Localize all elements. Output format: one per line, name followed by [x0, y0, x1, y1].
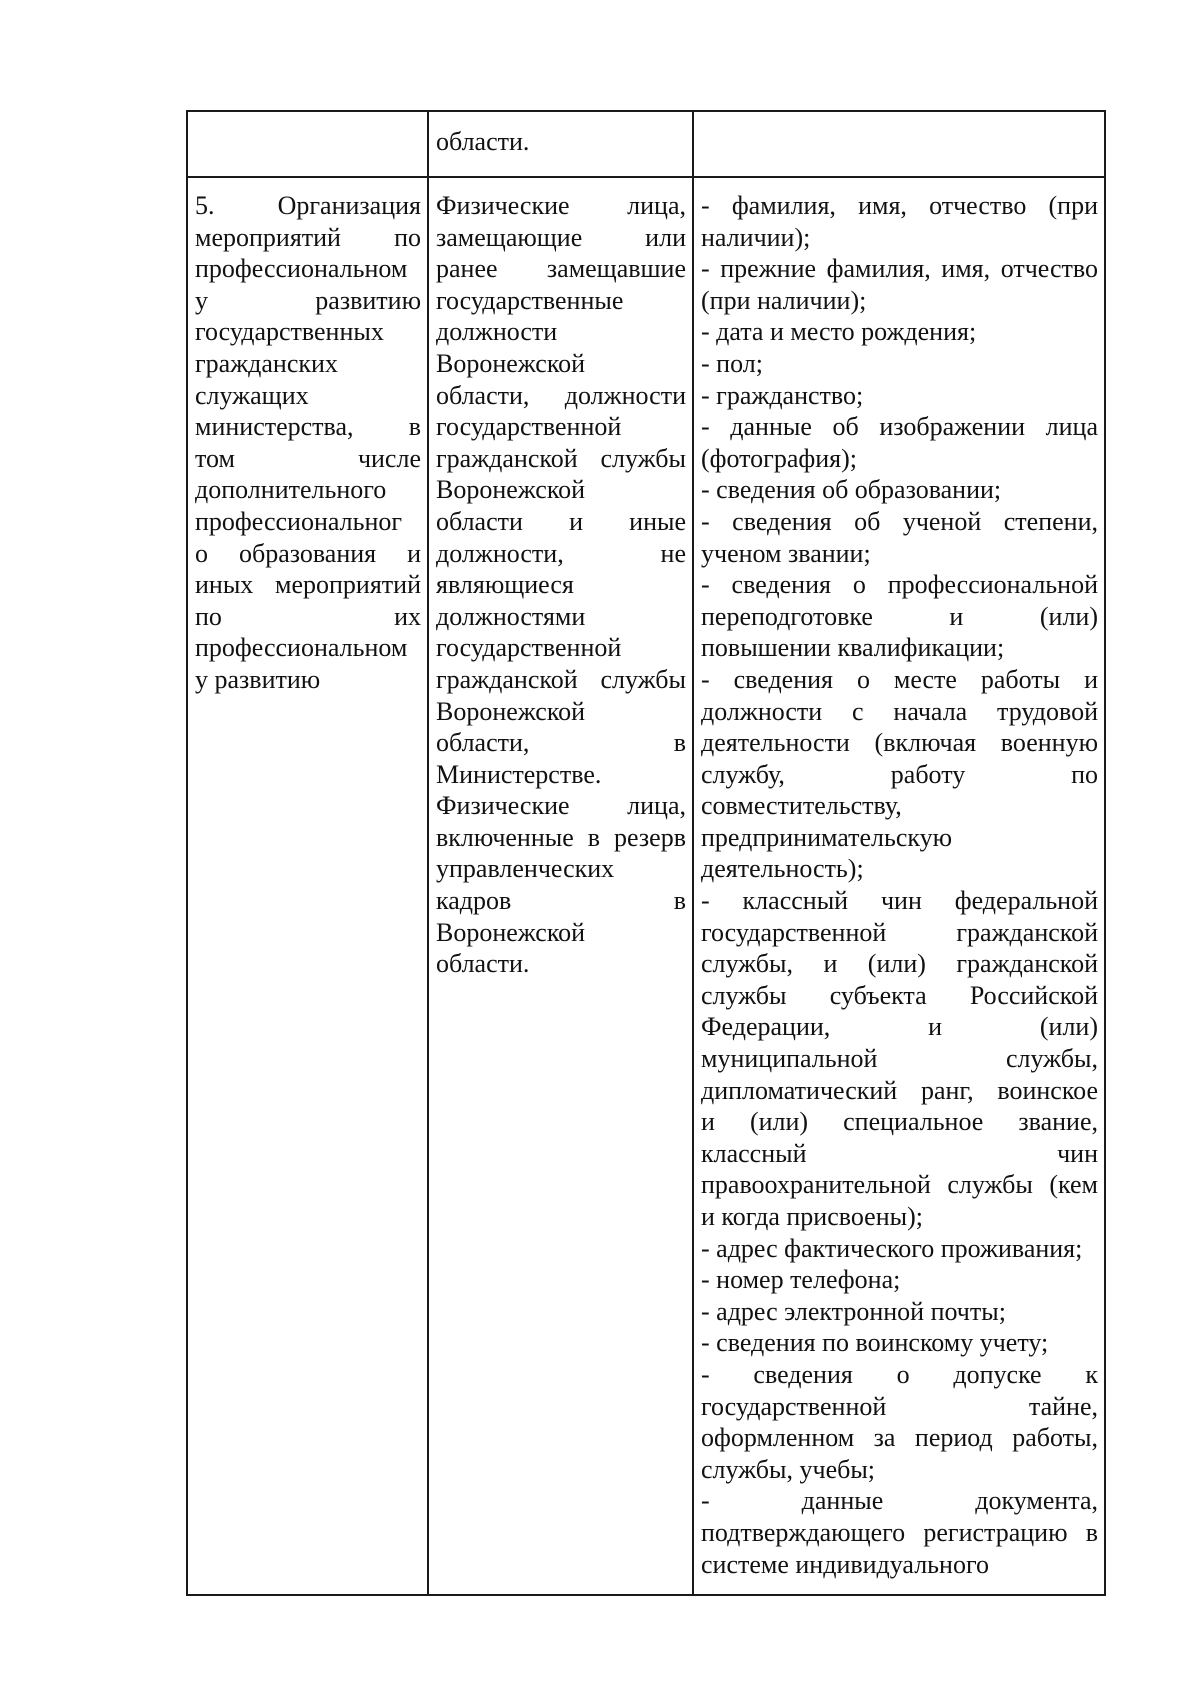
data-line: наличии); [701, 222, 811, 252]
data-line: муниципальной службы, [701, 1044, 1098, 1074]
subjects-line: Воронежской [436, 917, 586, 947]
data-line: предпринимательскую [701, 822, 953, 852]
subjects-line: должностями [436, 601, 586, 631]
data-line: - прежние фамилия, имя, отчество [701, 254, 1098, 284]
data-line: дипломатический ранг, воинское [701, 1075, 1098, 1105]
purpose-line: иных мероприятий [195, 570, 421, 600]
data-line: - сведения о месте работы и [701, 664, 1098, 694]
data-processing-table [186, 110, 1106, 1596]
purpose-line: том числе [195, 443, 421, 473]
data-line: и (или) специальное звание, [701, 1107, 1098, 1137]
subjects-line: Воронежской [436, 475, 586, 505]
data-line: - адрес электронной почты; [701, 1296, 1006, 1326]
data-line: совместительству, [701, 791, 902, 821]
purpose-line: 5. Организация [195, 191, 421, 220]
subjects-line: гражданской службы [436, 443, 686, 473]
data-line: переподготовке и (или) [701, 601, 1098, 631]
subjects-line: замещающие или [436, 222, 686, 252]
data-line: (при наличии); [701, 285, 867, 315]
data-line: (фотография); [701, 443, 857, 473]
data-line: - классный чин федеральной [701, 886, 1098, 916]
data-line: правоохранительной службы (кем [701, 1170, 1098, 1200]
purpose-line: дополнительного [195, 475, 387, 505]
data-line: службу, работу по [701, 759, 1098, 789]
data-line: и когда присвоены); [701, 1202, 923, 1231]
data-line: - фамилия, имя, отчество (при [701, 191, 1098, 220]
table-row-continuation [187, 111, 1105, 177]
data-line: государственной тайне, [701, 1391, 1098, 1421]
subjects-line: Физические лица, [436, 191, 686, 220]
data-line: - дата и место рождения; [701, 317, 977, 347]
purpose-line: о образования и [195, 538, 421, 568]
processing-purpose-text [195, 190, 421, 696]
personal-data-list-text [701, 190, 1098, 1580]
data-line: деятельности (включая военную [701, 728, 1098, 758]
purpose-line: служащих [195, 380, 309, 410]
data-line: - сведения по воинскому учету; [701, 1328, 1049, 1358]
data-line: - данные об изображении лица [701, 412, 1098, 442]
purpose-line: по их [195, 601, 421, 631]
purpose-line: государственных [195, 317, 384, 347]
subjects-line: включенные в резерв [436, 822, 686, 852]
data-line: ученом звании; [701, 538, 871, 568]
data-line: классный чин [701, 1138, 1098, 1168]
purpose-line: профессиональном [195, 633, 408, 663]
purpose-line: мероприятий по [195, 222, 421, 252]
subjects-line: Воронежской [436, 696, 586, 726]
data-line: оформленном за период работы, [701, 1423, 1098, 1453]
purpose-line: у развитию [195, 664, 321, 694]
data-line: - сведения об образовании; [701, 475, 1002, 505]
subjects-line: ранее замещавшие [436, 254, 686, 284]
subjects-line: управленческих [436, 854, 615, 884]
subjects-line: Министерстве. [436, 759, 602, 789]
subjects-line: государственной [436, 633, 622, 663]
data-line: - данные документа, [701, 1486, 1098, 1516]
subjects-line: государственной [436, 412, 622, 442]
data-line: - сведения о допуске к [701, 1359, 1098, 1389]
data-line: службы субъекта Российской [701, 980, 1098, 1010]
data-line: - гражданство; [701, 380, 864, 410]
purpose-line: профессиональном [195, 254, 408, 284]
data-line: Федерации, и (или) [701, 1012, 1098, 1042]
cell-data-continuation [693, 111, 1105, 177]
subjects-line: являющиеся [436, 570, 574, 600]
subjects-line: Физические лица, [436, 791, 686, 821]
purpose-line: профессиональног [195, 506, 403, 536]
data-line: государственной гражданской [701, 917, 1098, 947]
table-row-5 [187, 177, 1105, 1595]
data-line: должности с начала трудовой [701, 696, 1098, 726]
data-line: - номер телефона; [701, 1265, 901, 1295]
data-line: - сведения об ученой степени, [701, 506, 1098, 536]
data-line: - сведения о профессиональной [701, 570, 1098, 600]
purpose-line: гражданских [195, 348, 338, 378]
subjects-line: должности [436, 317, 558, 347]
subjects-line: должности, не [436, 538, 686, 568]
subjects-line: Воронежской [436, 348, 586, 378]
data-line: - пол; [701, 348, 763, 378]
subjects-line: области, должности [436, 380, 686, 410]
cell-purpose-continuation [187, 111, 428, 177]
subjects-line: государственные [436, 285, 624, 315]
cell-data-subjects [428, 177, 693, 1595]
data-line: повышении квалификации; [701, 633, 1005, 663]
purpose-line: министерства, в [195, 412, 421, 442]
subjects-line: области. [436, 949, 530, 979]
purpose-line: у развитию [195, 285, 421, 315]
data-line: службы, учебы; [701, 1454, 876, 1484]
data-line: подтверждающего регистрацию в [701, 1517, 1098, 1547]
subjects-line: гражданской службы [436, 664, 686, 694]
subjects-line: области и иные [436, 506, 686, 536]
data-line: службы, и (или) гражданской [701, 949, 1098, 979]
data-line: системе индивидуального [701, 1549, 989, 1579]
cell-personal-data-list [693, 177, 1105, 1595]
cell-subjects-continuation: области. [428, 111, 693, 177]
data-subjects-text [436, 190, 686, 980]
cell-processing-purpose [187, 177, 428, 1595]
subjects-line: кадров в [436, 886, 686, 916]
data-line: - адрес фактического проживания; [701, 1233, 1083, 1263]
subjects-line: области, в [436, 728, 686, 758]
data-line: деятельность); [701, 854, 864, 884]
